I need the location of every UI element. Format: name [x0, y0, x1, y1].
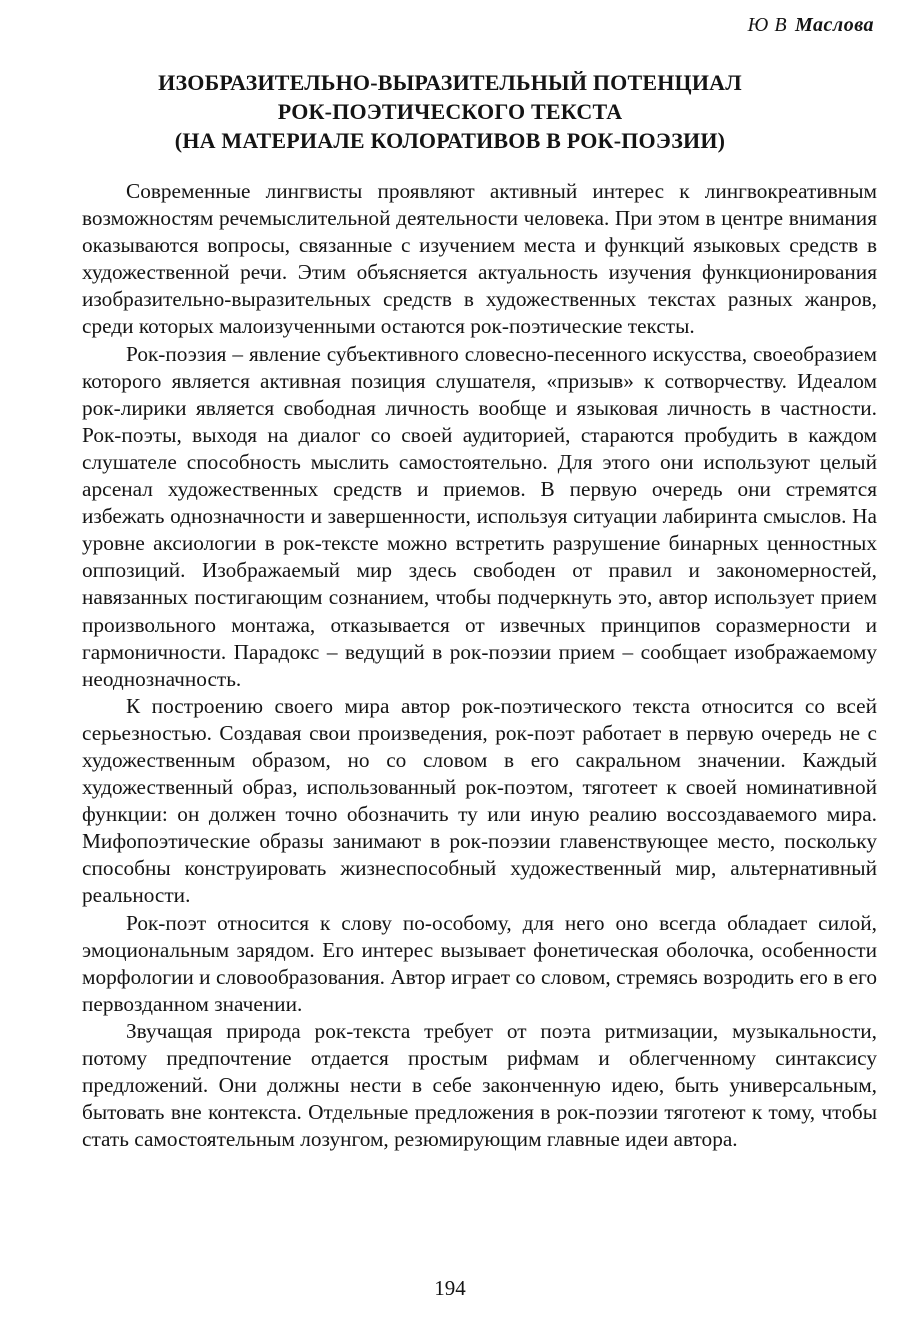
paragraph-4: Рок-поэт относится к слову по-особому, для него оно всегда обладает силой, эмоциональным зарядом. Его интерес вызывает фонетическая оболочка, особенности морфологии и словообразования. Автор играет со словом, стремясь возродить его в его первозданном значении.: [82, 910, 877, 1016]
author-surname: Маслова: [795, 14, 874, 36]
title-line-3: (НА МАТЕРИАЛЕ КОЛОРАТИВОВ В РОК-ПОЭЗИИ): [174, 128, 726, 153]
title-line-1: ИЗОБРАЗИТЕЛЬНО-ВЫРАЗИТЕЛЬНЫЙ ПОТЕНЦИАЛ: [158, 70, 742, 95]
article-body: [82, 178, 877, 1153]
paragraph-5: Звучащая природа рок-текста требует от поэта ритмизации, музыкальности, потому предпочтение отдается простым рифмам и облегченному синтаксису предложений. Они должны нести в себе законченную идею, быть универсальным, бытовать вне контекста. Отдельные предложения в рок-поэзии тяготеют к тому, чтобы стать самостоятельным лозунгом, резюмирующим главные идеи автора.: [82, 1018, 877, 1152]
running-header: [748, 14, 874, 37]
page-number: 194: [434, 1276, 466, 1300]
author-initials: Ю В: [747, 14, 788, 36]
paragraph-1: Современные лингвисты проявляют активный интерес к лингвокреативным возможностям речемыслительной деятельности человека. При этом в центре внимания оказываются вопросы, связанные с изучением места и функций языковых средств в художественной речи. Этим объясняется актуальность изучения функционирования изобразительно-выразительных средств в художественных текстах разных жанров, среди которых малоизученными остаются рок-поэтические тексты.: [82, 179, 877, 339]
article-title: [80, 68, 820, 155]
paragraph-2: Рок-поэзия – явление субъективного словесно-песенного искусства, своеобразием которого является активная позиция слушателя, «призыв» к сотворчеству. Идеалом рок-лирики является свободная личность вообще и языковая личность в частности. Рок-поэты, выходя на диалог со своей аудиторией, стараются пробудить в каждом слушателе способность мыслить самостоятельно. Для этого они используют целый арсенал художественных средств и приемов. В первую очередь они стремятся избежать однозначности и завершенности, используя ситуации лабиринта смыслов. На уровне аксиологии в рок-тексте можно встретить разрушение бинарных ценностных оппозиций. Изображаемый мир здесь свободен от правил и закономерностей, навязанных постигающим сознанием, чтобы подчеркнуть это, автор использует прием произвольного монтажа, отказывается от извечных принципов соразмерности и гармоничности. Парадокс – ведущий в рок-поэзии прием – сообщает изображаемому неоднозначность.: [82, 341, 877, 691]
title-line-2: РОК-ПОЭТИЧЕСКОГО ТЕКСТА: [277, 99, 623, 124]
paragraph-3: К построению своего мира автор рок-поэтического текста относится со всей серьезностью. Создавая свои произведения, рок-поэт работает в первую очередь не с художественным образом, но со словом в его сакральном значении. Каждый художественный образ, использованный рок-поэтом, тяготеет к своей номинативной функции: он должен точно обозначить ту или иную реалию воссоздаваемого мира. Мифопоэтические образы занимают в рок-поэзии главенствующее место, поскольку способны конструировать жизнеспособный художественный мир, альтернативный реальности.: [82, 693, 877, 908]
